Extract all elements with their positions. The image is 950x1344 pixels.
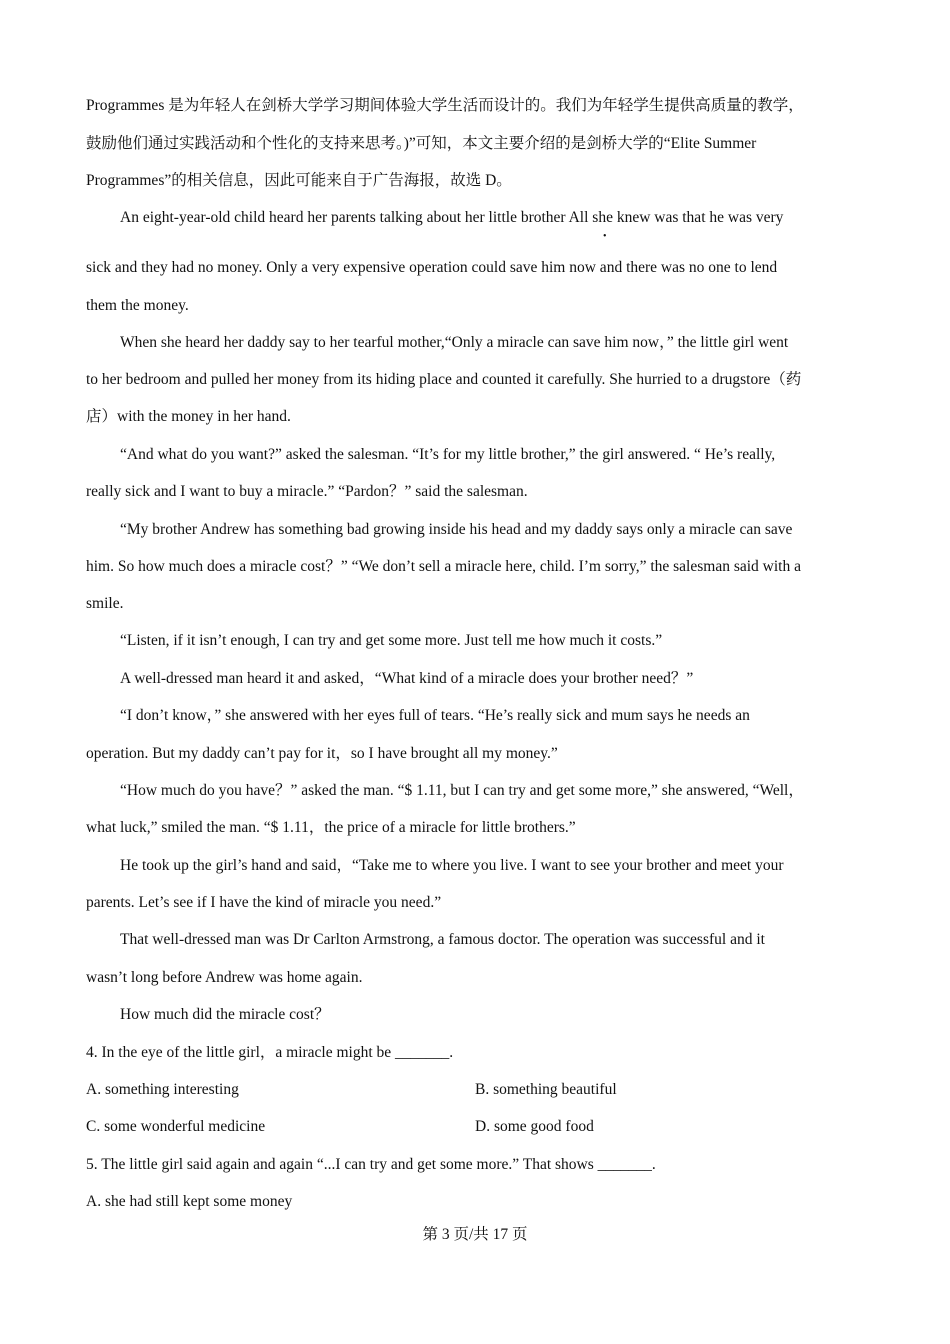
- passage-paragraph-9-line-1: He took up the girl’s hand and said，“Take me to where you live. I want to see your brother and meet your: [120, 857, 784, 874]
- passage-paragraph-11: How much did the miracle cost？: [120, 1006, 330, 1023]
- answer-explanation-line-3: Programmes”的相关信息，因此可能来自于广告海报，故选 D。: [86, 172, 512, 189]
- passage-paragraph-4-line-3: smile.: [86, 595, 124, 612]
- passage-paragraph-8-line-1: “How much do you have？” asked the man. “$ 1.11, but I can try and get some more,” she answered, “Well，: [120, 782, 804, 799]
- question-5-stem: 5. The little girl said again and again “...I can try and get some more.” That shows _______.: [86, 1156, 656, 1173]
- passage-paragraph-10-line-1: That well-dressed man was Dr Carlton Armstrong, a famous doctor. The operation was successful and it: [120, 931, 765, 948]
- stray-mark: •: [603, 231, 607, 242]
- passage-paragraph-1-line-1: An eight-year-old child heard her parents talking about her little brother All she knew was that he was very: [120, 209, 784, 226]
- question-5-option-a: A. she had still kept some money: [86, 1193, 293, 1210]
- passage-paragraph-8-line-2: what luck,” smiled the man. “$ 1.11，the price of a miracle for little brothers.”: [86, 819, 576, 836]
- passage-paragraph-6: A well-dressed man heard it and asked，“What kind of a miracle does your brother need？”: [120, 670, 694, 687]
- question-4-option-a: A. something interesting: [86, 1081, 239, 1098]
- passage-paragraph-4-line-2: him. So how much does a miracle cost？” “We don’t sell a miracle here, child. I’m sorry,” the salesman said with a: [86, 558, 801, 575]
- question-4-stem: 4. In the eye of the little girl，a miracle might be _______.: [86, 1044, 454, 1061]
- question-4-option-d: D. some good food: [475, 1118, 594, 1135]
- passage-paragraph-3-line-2: really sick and I want to buy a miracle.” “Pardon？” said the salesman.: [86, 483, 528, 500]
- passage-paragraph-10-line-2: wasn’t long before Andrew was home again.: [86, 969, 363, 986]
- passage-paragraph-7-line-1: “I don’t know，” she answered with her eyes full of tears. “He’s really sick and mum says he needs an: [120, 707, 750, 724]
- question-4-option-c: C. some wonderful medicine: [86, 1118, 266, 1135]
- passage-paragraph-1-line-3: them the money.: [86, 297, 189, 314]
- question-4-option-b: B. something beautiful: [475, 1081, 617, 1098]
- passage-paragraph-5: “Listen, if it isn’t enough, I can try and get some more. Just tell me how much it costs.”: [120, 632, 663, 649]
- passage-paragraph-2-line-3: 店）with the money in her hand.: [86, 408, 291, 425]
- passage-paragraph-2-line-1: When she heard her daddy say to her tearful mother,“Only a miracle can save him now，” the little girl went: [120, 334, 789, 351]
- passage-paragraph-1-line-2: sick and they had no money. Only a very expensive operation could save him now and there was no one to lend: [86, 259, 778, 276]
- passage-paragraph-2-line-2: to her bedroom and pulled her money from its hiding place and counted it carefully. She hurried to a drugstore（药: [86, 371, 802, 388]
- passage-paragraph-9-line-2: parents. Let’s see if I have the kind of miracle you need.”: [86, 894, 442, 911]
- passage-paragraph-7-line-2: operation. But my daddy can’t pay for it，so I have brought all my money.”: [86, 745, 558, 762]
- answer-explanation-line-1: Programmes 是为年轻人在剑桥大学学习期间体验大学生活而设计的。我们为年轻学生提供高质量的教学，: [86, 97, 804, 114]
- answer-explanation-line-2: 鼓励他们通过实践活动和个性化的支持来思考。)”可知，本文主要介绍的是剑桥大学的“Elite Summer: [86, 135, 757, 152]
- passage-paragraph-3-line-1: “And what do you want?” asked the salesman. “It’s for my little brother,” the girl answered. “ He’s really,: [120, 446, 776, 463]
- page-number-footer: 第 3 页/共 17 页: [422, 1226, 528, 1243]
- passage-paragraph-4-line-1: “My brother Andrew has something bad growing inside his head and my daddy says only a miracle can save: [120, 521, 793, 538]
